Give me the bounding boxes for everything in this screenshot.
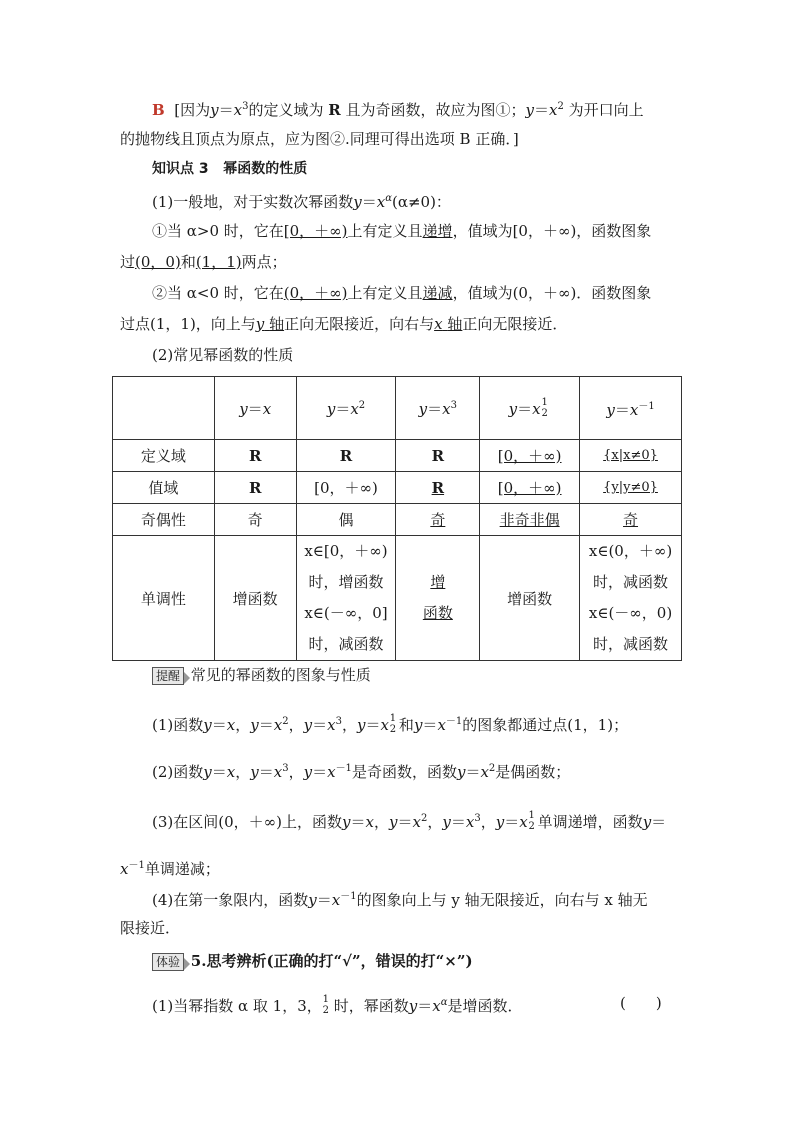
answer-line-2: 的抛物线且顶点为原点，应为图②.同理可得出选项 B 正确．]: [120, 130, 519, 148]
tip-line-5: (4)在第一象限内，函数$y=x^{-1}$的图象向上与 y 轴无限接近，向右与 x 轴无: [152, 891, 648, 909]
table-header-row: [113, 377, 682, 440]
para-3: 过(0，0)和(1，1)两点；: [120, 253, 287, 271]
table-row: 奇偶性 奇 偶 奇 非奇非偶 奇: [113, 504, 682, 536]
tip-line-1: (1)函数y＝x，$y=x^2$，$y=x^3$，y＝x 1 2 和$y=x^{-1}$的图象都通过点(1，1)；: [152, 713, 629, 735]
para-2: ①当 α>0 时，它在[0，＋∞)上有定义且递增，值域为[0，＋∞)，函数图象: [152, 222, 652, 240]
tip-badge: 提醒: [152, 667, 184, 685]
tip-line-2: (2)函数y＝x，$y=x^3$，$y=x^{-1}$是奇函数，函数$y=x^2$是偶函数；: [152, 763, 571, 781]
tip-heading: 提醒 常见的幂函数的图象与性质: [152, 664, 371, 686]
tip-line-3: (3)在区间(0，＋∞)上，函数y＝x，$y=x^2$，$y=x^3$，y＝x 1 2 单调递增，函数y＝: [152, 810, 667, 832]
table-row: 定义域 R R R [0，＋∞) {x|x≠0}: [113, 440, 682, 472]
answer-letter: B: [152, 101, 165, 119]
answer-line-1: B [因为$y=x^3$的定义域为 R 且为奇函数，故应为图①；$y=x^2$ 为开口向上: [152, 101, 644, 119]
header-y-eq-x-inv: $y=x^{-1}$: [580, 377, 682, 440]
exercise-badge: 体验: [152, 953, 184, 971]
header-y-eq-x: y＝x: [214, 377, 296, 440]
para-5: 过点(1，1)，向上与y 轴正向无限接近，向右与x 轴正向无限接近．: [120, 315, 568, 333]
table-row: 单调性 增函数 x∈[0，＋∞) 时，增函数 x∈(－∞，0] 时，减函数 增 函数 增函数 x∈(0，＋∞) 时，减函数 x∈(－∞，0) 时，减函数: [113, 536, 682, 661]
exercise-heading: 体验 5.思考辨析(正确的打“√”，错误的打“×”): [152, 950, 473, 972]
para-6: (2)常见幂函数的性质: [152, 346, 294, 364]
tip-line-6: 限接近．: [120, 919, 181, 937]
para-4: ②当 α<0 时，它在(0，＋∞)上有定义且递减，值域为(0，＋∞)．函数图象: [152, 284, 652, 302]
tip-line-4: $x^{-1}$单调递减；: [120, 860, 220, 878]
answer-blank[interactable]: ( ): [620, 994, 662, 1012]
header-y-eq-x2: $y=x^2$: [296, 377, 396, 440]
para-1: (1)一般地，对于实数次幂函数$y=x^\alpha(\alpha\ne 0)$：: [152, 193, 451, 211]
header-y-eq-x-half: y＝x 1 2: [480, 377, 580, 440]
power-function-table: [112, 376, 682, 661]
exercise-q1: (1)当幂指数 α 取 1，3， 1 2 时，幂函数$y=x^\alpha$是增函数．: [152, 994, 523, 1016]
table-corner-cell: [113, 377, 215, 440]
header-y-eq-x3: $y=x^3$: [396, 377, 480, 440]
table-row: 值域 R [0，＋∞) R [0，＋∞) {y|y≠0}: [113, 472, 682, 504]
section-title: 知识点 3 幂函数的性质: [152, 161, 308, 177]
